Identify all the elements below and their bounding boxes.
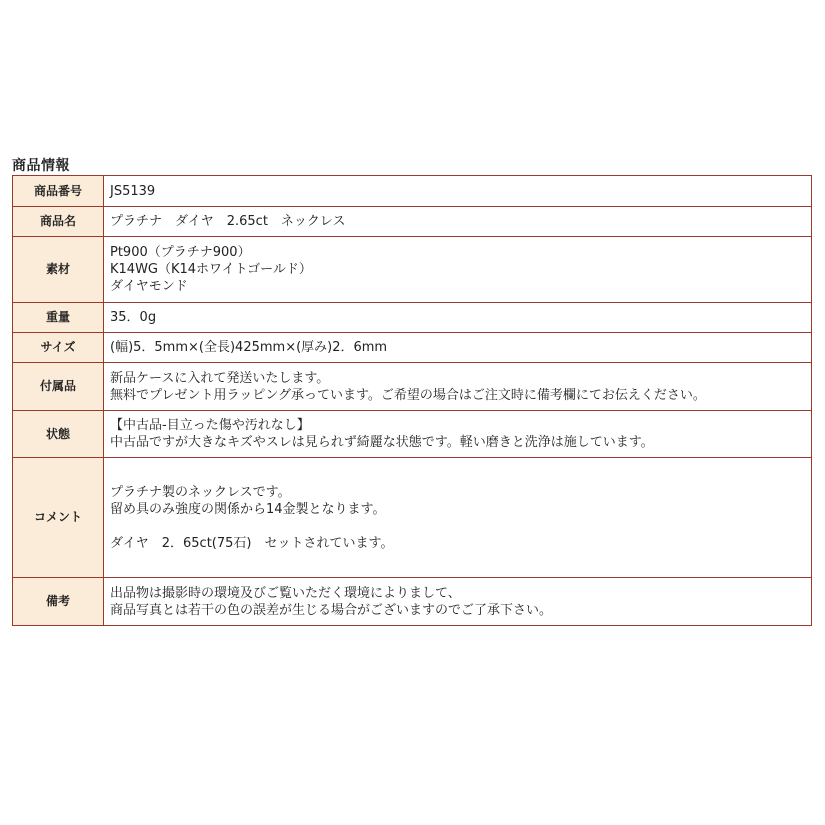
item-number-value: JS5139 — [104, 176, 812, 207]
table-row-size — [13, 333, 812, 363]
accessories-value — [104, 363, 812, 411]
table-row-material — [13, 237, 812, 303]
remarks-label: 備考 — [13, 578, 104, 626]
accessories-line: 新品ケースに入れて発送いたします。 — [110, 370, 330, 386]
table-row-comment — [13, 458, 812, 578]
accessories-label: 付属品 — [13, 363, 104, 411]
weight-label: 重量 — [13, 303, 104, 333]
condition-value — [104, 411, 812, 458]
remarks-value — [104, 578, 812, 626]
comment-line: プラチナ製のネックレスです。 — [110, 484, 291, 500]
comment-spacer — [110, 518, 805, 535]
table-row-item-number — [13, 176, 812, 207]
comment-line: 留め具のみ強度の関係から14金製となります。 — [110, 501, 386, 517]
comment-label: コメント — [13, 458, 104, 578]
comment-line: ダイヤ 2．65ct(75石) セットされています。 — [110, 535, 394, 551]
product-info-table — [12, 175, 812, 626]
remarks-line: 商品写真とは若干の色の誤差が生じる場合がございますのでご了承下さい。 — [110, 602, 553, 618]
condition-line: 【中古品-目立った傷や汚れなし】 — [110, 418, 310, 433]
size-label: サイズ — [13, 333, 104, 363]
table-row-weight — [13, 303, 812, 333]
size-value: (幅)5．5mm×(全長)425mm×(厚み)2．6mm — [104, 333, 812, 363]
item-name-value: プラチナ ダイヤ 2.65ct ネックレス — [104, 207, 812, 237]
material-value — [104, 237, 812, 303]
material-line: Pt900（プラチナ900） — [110, 245, 251, 260]
table-row-item-name — [13, 207, 812, 237]
condition-line: 中古品ですが大きなキズやスレは見られず綺麗な状態です。軽い磨きと洗浄は施しています。 — [110, 435, 654, 450]
table-row-condition — [13, 411, 812, 458]
material-line: ダイヤモンド — [110, 279, 188, 294]
section-title: 商品情報 — [12, 158, 70, 174]
material-line: K14WG（K14ホワイトゴールド） — [110, 262, 312, 277]
table-row-remarks — [13, 578, 812, 626]
comment-value — [104, 458, 812, 578]
table-row-accessories — [13, 363, 812, 411]
weight-value: 35．0g — [104, 303, 812, 333]
item-number-label: 商品番号 — [13, 176, 104, 207]
item-name-label: 商品名 — [13, 207, 104, 237]
accessories-line: 無料でプレゼント用ラッピング承っています。ご希望の場合はご注文時に備考欄にてお伝えください。 — [110, 387, 706, 403]
material-label: 素材 — [13, 237, 104, 303]
remarks-line: 出品物は撮影時の環境及びご覧いただく環境によりまして、 — [110, 585, 461, 601]
condition-label: 状態 — [13, 411, 104, 458]
